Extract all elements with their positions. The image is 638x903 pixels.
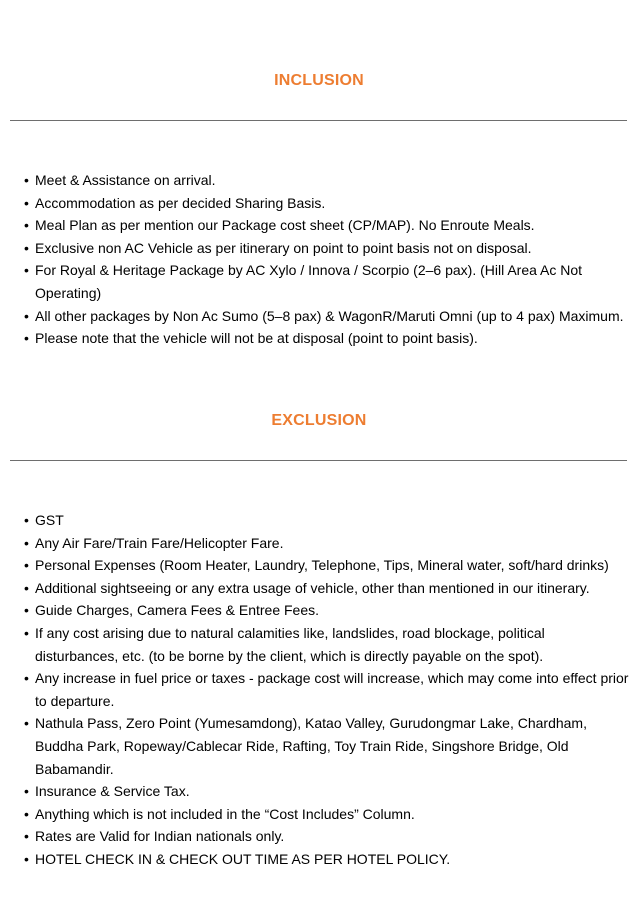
list-item-text: Accommodation as per decided Sharing Basis.	[35, 194, 326, 211]
list-item	[0, 599, 638, 622]
list-item-text: HOTEL CHECK IN & CHECK OUT TIME AS PER HOTEL POLICY.	[35, 850, 451, 867]
list-item	[0, 259, 638, 304]
list-item-text: Additional sightseeing or any extra usage of vehicle, other than mentioned in our itinerary.	[35, 579, 590, 596]
list-item	[0, 848, 638, 871]
bullet-icon: •	[24, 805, 29, 822]
list-item	[0, 192, 638, 215]
bullet-icon: •	[24, 670, 29, 687]
list-item-text: Meal Plan as per mention our Package cost sheet (CP/MAP). No Enroute Meals.	[35, 217, 535, 234]
bullet-icon: •	[24, 557, 29, 574]
list-item-text: GST	[35, 512, 64, 528]
bullet-icon: •	[24, 850, 29, 867]
list-item-text: For Royal & Heritage Package by AC Xylo / Innova / Scorpio (2–6 pax). (Hill Area Ac Not Operating)	[35, 262, 583, 301]
list-item-text: Please note that the vehicle will not be at disposal (point to point basis).	[35, 330, 478, 347]
exclusion-list	[0, 509, 638, 871]
bullet-icon: •	[24, 534, 29, 551]
list-item-text: Guide Charges, Camera Fees & Entree Fees.	[35, 602, 320, 619]
list-item-text: Insurance & Service Tax.	[35, 783, 190, 800]
exclusion-divider	[10, 460, 627, 461]
bullet-icon: •	[24, 783, 29, 800]
bullet-icon: •	[24, 715, 29, 732]
bullet-icon: •	[24, 217, 29, 234]
list-item	[0, 327, 638, 350]
list-item	[0, 825, 638, 848]
list-item	[0, 780, 638, 803]
bullet-icon: •	[24, 330, 29, 347]
bullet-icon: •	[24, 624, 29, 641]
bullet-icon: •	[24, 307, 29, 324]
list-item	[0, 237, 638, 260]
bullet-icon: •	[24, 828, 29, 845]
list-item	[0, 667, 638, 712]
list-item-text: Any Air Fare/Train Fare/Helicopter Fare.	[35, 534, 284, 551]
list-item-text: Any increase in fuel price or taxes - package cost will increase, which may come into effect prior to departure.	[35, 670, 629, 709]
bullet-icon: •	[24, 512, 29, 528]
list-item	[0, 214, 638, 237]
bullet-icon: •	[24, 172, 29, 188]
list-item	[0, 169, 638, 192]
list-item-text: Exclusive non AC Vehicle as per itinerary on point to point basis not on disposal.	[35, 239, 532, 256]
inclusion-list	[0, 169, 638, 350]
list-item-text: Rates are Valid for Indian nationals only.	[35, 828, 285, 845]
bullet-icon: •	[24, 194, 29, 211]
list-item	[0, 622, 638, 667]
list-item	[0, 803, 638, 826]
exclusion-heading: EXCLUSION	[271, 412, 367, 429]
list-item-text: All other packages by Non Ac Sumo (5–8 pax) & WagonR/Maruti Omni (up to 4 pax) Maximum.	[35, 307, 624, 324]
bullet-icon: •	[24, 239, 29, 256]
list-item-text: If any cost arising due to natural calamities like, landslides, road blockage, political disturbances, etc. (to be borne by the client, which is directly payable on the spot).	[35, 624, 545, 664]
bullet-icon: •	[24, 579, 29, 596]
list-item	[0, 577, 638, 600]
bullet-icon: •	[24, 262, 29, 279]
list-item	[0, 305, 638, 328]
list-item-text: Nathula Pass, Zero Point (Yumesamdong), Katao Valley, Gurudongmar Lake, Chardham, Buddha Park, Ropeway/Cablecar Ride, Rafting, Toy Train Ride, Singshore Bridge, Old Babamandir.	[35, 715, 587, 777]
inclusion-heading: INCLUSION	[274, 72, 364, 89]
list-item	[0, 532, 638, 555]
list-item-text: Personal Expenses (Room Heater, Laundry, Telephone, Tips, Mineral water, soft/hard drinks)	[35, 557, 609, 574]
bullet-icon: •	[24, 602, 29, 619]
list-item-text: Anything which is not included in the “Cost Includes” Column.	[35, 805, 415, 822]
inclusion-divider	[10, 120, 627, 121]
list-item	[0, 712, 638, 780]
list-item	[0, 509, 638, 532]
list-item-text: Meet & Assistance on arrival.	[35, 172, 216, 188]
list-item	[0, 554, 638, 577]
